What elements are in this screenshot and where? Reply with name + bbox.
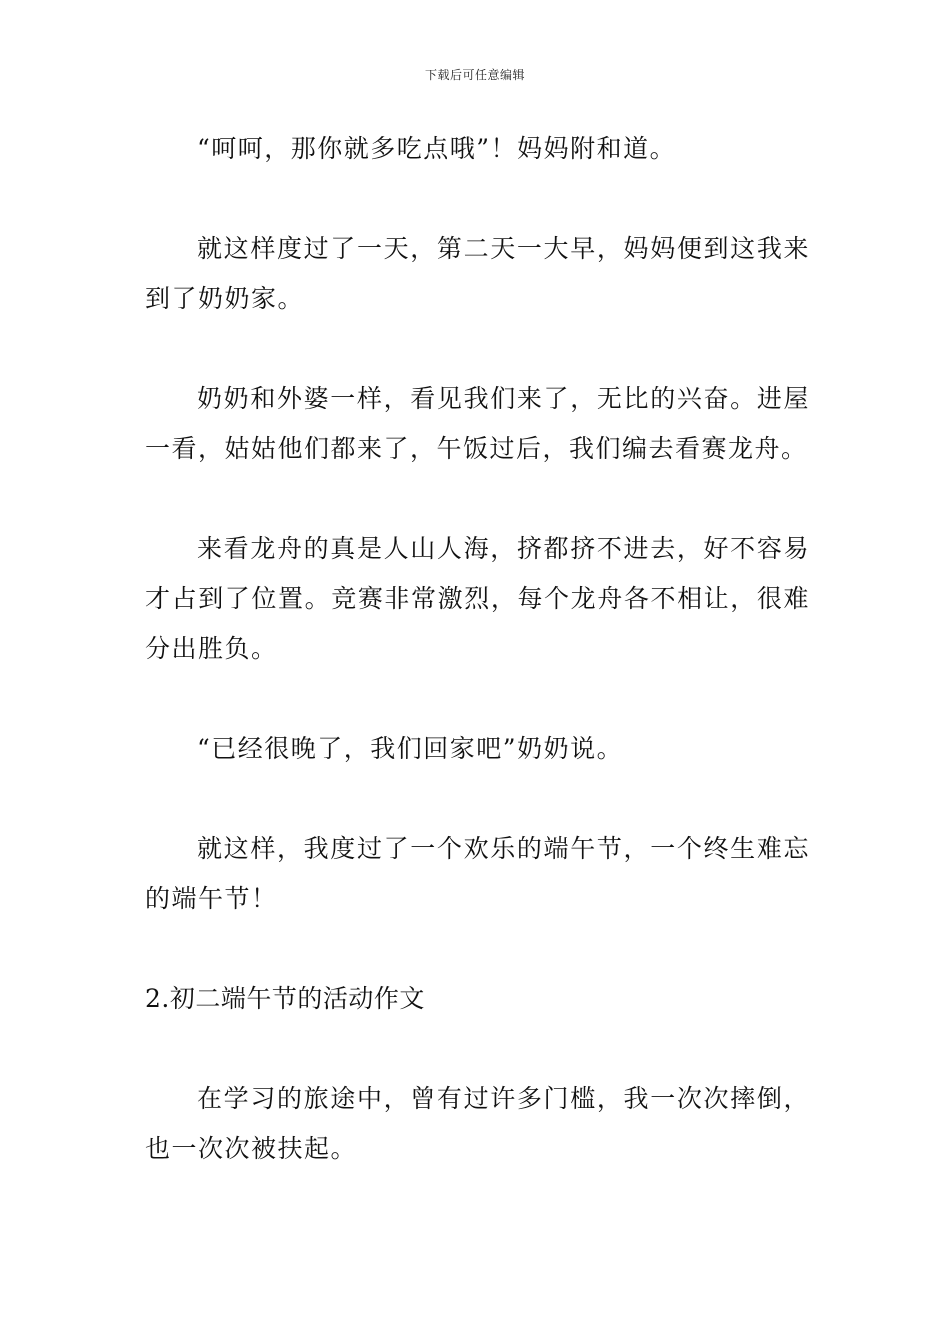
paragraph: 在学习的旅途中，曾有过许多门槛，我一次次摔倒，也一次次被扶起。	[145, 1084, 810, 1163]
paragraph: 就这样，我度过了一个欢乐的端午节，一个终生难忘的端午节！	[145, 834, 810, 913]
paragraph: 就这样度过了一天，第二天一大早，妈妈便到这我来到了奶奶家。	[145, 234, 810, 313]
paragraph: “呵呵，那你就多吃点哦”！妈妈附和道。	[197, 134, 677, 163]
paragraph-gap	[145, 1024, 810, 1074]
paragraph: 来看龙舟的真是人山人海，挤都挤不进去，好不容易才占到了位置。竞赛非常激烈，每个龙舟各不相让，很难分出胜负。	[145, 534, 810, 663]
paragraph-gap	[145, 674, 810, 724]
header-note: 下载后可任意编辑	[424, 68, 525, 82]
paragraph-gap	[145, 174, 810, 224]
paragraph-gap	[145, 774, 810, 824]
paragraph: “已经很晚了，我们回家吧”奶奶说。	[197, 734, 624, 763]
paragraph-gap	[145, 474, 810, 524]
document-body	[145, 124, 810, 1174]
section-heading: 2.初二端午节的活动作文	[145, 984, 425, 1013]
paragraph: 奶奶和外婆一样，看见我们来了，无比的兴奋。进屋一看，姑姑他们都来了，午饭过后，我们编去看赛龙舟。	[145, 384, 810, 463]
paragraph-gap	[145, 324, 810, 374]
paragraph-gap	[145, 924, 810, 974]
